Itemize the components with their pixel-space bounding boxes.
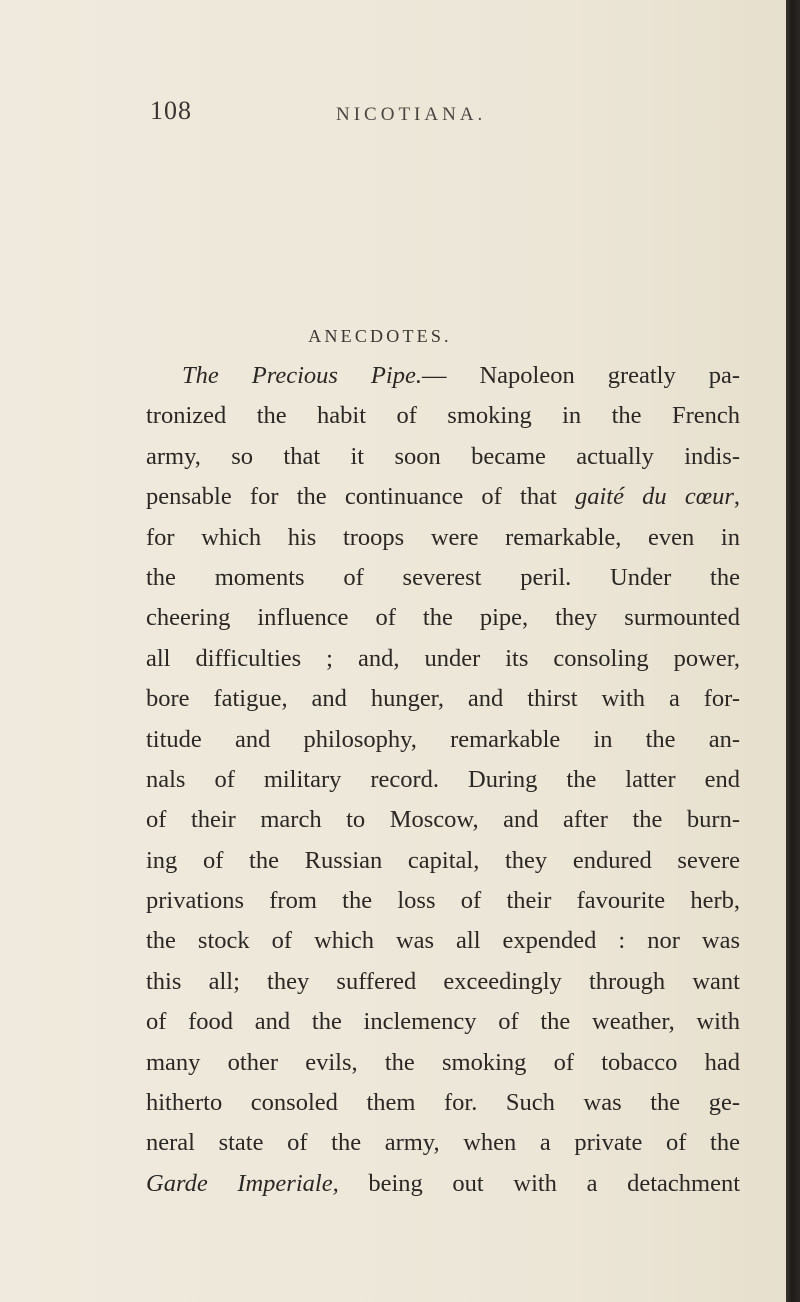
line-text: , bbox=[733, 483, 740, 511]
text-line bbox=[146, 720, 740, 760]
text-line bbox=[146, 921, 740, 961]
text-line bbox=[146, 1002, 740, 1042]
body-paragraph bbox=[146, 356, 740, 1204]
line-text: pensable for the continuance of that bbox=[146, 483, 575, 511]
line-text: nals of military record. During the latter end bbox=[146, 765, 740, 793]
line-text: of their march to Moscow, and after the burn- bbox=[146, 806, 740, 834]
line-text: being out with a detachment bbox=[338, 1169, 740, 1197]
line-text: neral state of the army, when a private of the bbox=[146, 1129, 740, 1157]
text-line bbox=[146, 639, 740, 679]
line-text: the moments of severest peril. Under the bbox=[146, 563, 740, 591]
italic-text: The Precious Pipe. bbox=[182, 362, 422, 389]
line-text: ing of the Russian capital, they endured severe bbox=[146, 846, 740, 874]
line-text: cheering influence of the pipe, they surmounted bbox=[146, 604, 740, 632]
line-text: titude and philosophy, remarkable in the an- bbox=[146, 725, 740, 753]
text-line bbox=[146, 396, 740, 436]
line-text: tronized the habit of smoking in the French bbox=[146, 402, 740, 430]
line-text: the stock of which was all expended : nor was bbox=[146, 927, 740, 955]
line-text: bore fatigue, and hunger, and thirst with a for- bbox=[146, 685, 740, 713]
line-text: army, so that it soon became actually indis- bbox=[146, 442, 740, 470]
text-line bbox=[146, 679, 740, 719]
line-text: hitherto consoled them for. Such was the ge- bbox=[146, 1089, 740, 1117]
text-line bbox=[146, 962, 740, 1002]
text-line bbox=[146, 841, 740, 881]
page-number: 108 bbox=[150, 96, 192, 125]
text-line bbox=[146, 800, 740, 840]
line-text: this all; they suffered exceedingly through want bbox=[146, 967, 740, 995]
line-text: all difficulties ; and, under its consoling power, bbox=[146, 644, 740, 672]
page-header bbox=[150, 96, 610, 136]
line-text: — Napoleon greatly pa- bbox=[421, 362, 740, 389]
book-binding-edge bbox=[786, 0, 800, 1302]
text-line bbox=[146, 1083, 740, 1123]
line-text: of food and the inclemency of the weather, with bbox=[146, 1008, 740, 1036]
line-text: for which his troops were remarkable, even in bbox=[146, 523, 740, 551]
section-title: ANECDOTES. bbox=[308, 326, 452, 346]
text-line bbox=[146, 1164, 740, 1204]
running-title: NICOTIANA. bbox=[336, 104, 487, 125]
line-text: many other evils, the smoking of tobacco had bbox=[146, 1048, 740, 1076]
italic-text: gaité du cœur bbox=[574, 483, 734, 511]
text-line bbox=[146, 881, 740, 921]
text-line bbox=[146, 598, 740, 638]
text-line bbox=[146, 437, 740, 477]
line-text: privations from the loss of their favourite herb, bbox=[146, 887, 740, 915]
text-line bbox=[146, 477, 740, 517]
italic-text: Garde Imperiale, bbox=[146, 1169, 339, 1197]
text-line bbox=[146, 518, 740, 558]
text-line bbox=[146, 558, 740, 598]
text-line bbox=[146, 1043, 740, 1083]
text-line bbox=[146, 760, 740, 800]
text-line bbox=[146, 356, 740, 396]
text-line bbox=[146, 1123, 740, 1163]
